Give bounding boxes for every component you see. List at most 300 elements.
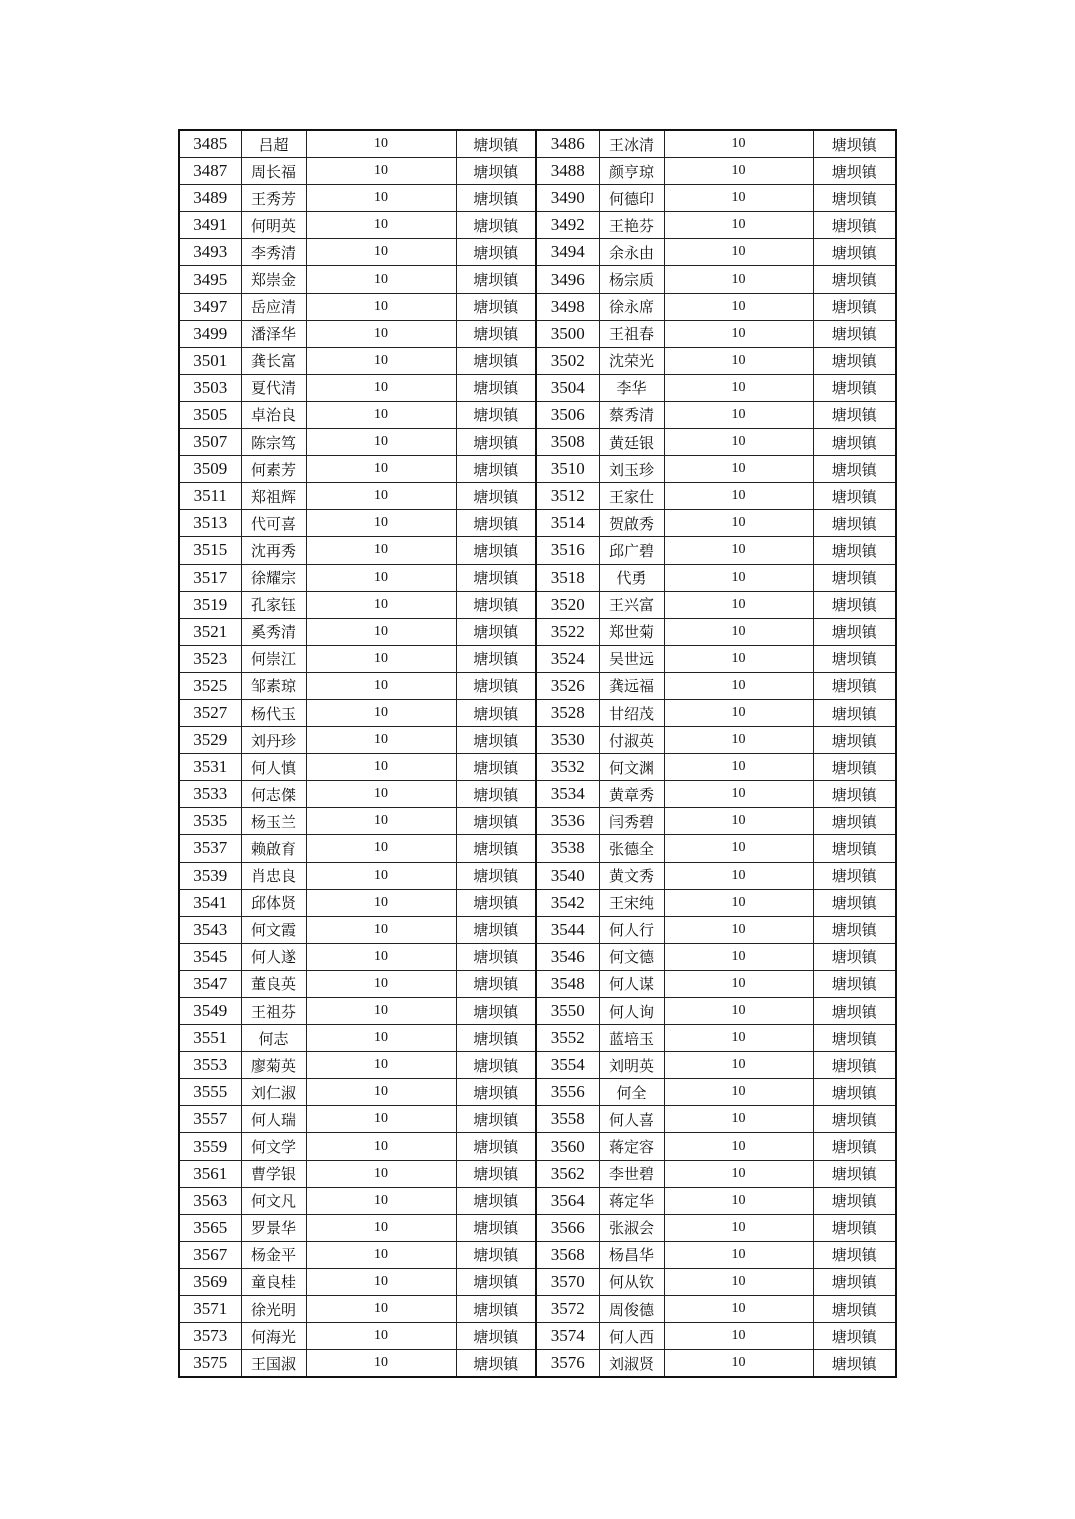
person-name-cell: 陈宗笃: [241, 429, 306, 456]
record-number-cell: 3572: [536, 1296, 599, 1323]
record-number-cell: 3486: [536, 130, 599, 158]
record-number-cell: 3501: [179, 347, 241, 374]
town-cell: 塘坝镇: [813, 727, 896, 754]
town-cell: 塘坝镇: [456, 347, 536, 374]
record-number-cell: 3496: [536, 266, 599, 293]
record-number-cell: 3549: [179, 998, 241, 1025]
town-cell: 塘坝镇: [456, 1187, 536, 1214]
amount-cell: 10: [664, 185, 813, 212]
record-number-cell: 3532: [536, 754, 599, 781]
amount-cell: 10: [664, 970, 813, 997]
person-name-cell: 孔家钰: [241, 591, 306, 618]
amount-cell: 10: [664, 1241, 813, 1268]
town-cell: 塘坝镇: [813, 672, 896, 699]
amount-cell: 10: [306, 1106, 456, 1133]
town-cell: 塘坝镇: [813, 374, 896, 401]
town-cell: 塘坝镇: [456, 1079, 536, 1106]
amount-cell: 10: [664, 1214, 813, 1241]
table-row: [179, 889, 896, 916]
town-cell: 塘坝镇: [813, 483, 896, 510]
town-cell: 塘坝镇: [456, 483, 536, 510]
record-number-cell: 3487: [179, 158, 241, 185]
town-cell: 塘坝镇: [456, 754, 536, 781]
record-number-cell: 3545: [179, 943, 241, 970]
town-cell: 塘坝镇: [456, 1133, 536, 1160]
table-row: [179, 862, 896, 889]
record-number-cell: 3571: [179, 1296, 241, 1323]
person-name-cell: 王祖春: [599, 320, 664, 347]
table-row: [179, 510, 896, 537]
town-cell: 塘坝镇: [456, 1106, 536, 1133]
person-name-cell: 何崇江: [241, 645, 306, 672]
record-number-cell: 3573: [179, 1323, 241, 1350]
amount-cell: 10: [306, 591, 456, 618]
amount-cell: 10: [664, 645, 813, 672]
amount-cell: 10: [306, 1323, 456, 1350]
table-row: [179, 456, 896, 483]
person-name-cell: 何全: [599, 1079, 664, 1106]
person-name-cell: 刘玉珍: [599, 456, 664, 483]
person-name-cell: 何文凡: [241, 1187, 306, 1214]
amount-cell: 10: [664, 320, 813, 347]
table-row: [179, 1323, 896, 1350]
town-cell: 塘坝镇: [813, 456, 896, 483]
table-row: [179, 1187, 896, 1214]
record-number-cell: 3517: [179, 564, 241, 591]
amount-cell: 10: [664, 862, 813, 889]
table-row: [179, 618, 896, 645]
town-cell: 塘坝镇: [813, 320, 896, 347]
table-row: [179, 537, 896, 564]
amount-cell: 10: [664, 374, 813, 401]
town-cell: 塘坝镇: [456, 1052, 536, 1079]
table-row: [179, 347, 896, 374]
amount-cell: 10: [306, 699, 456, 726]
amount-cell: 10: [664, 158, 813, 185]
amount-cell: 10: [664, 889, 813, 916]
person-name-cell: 潘泽华: [241, 320, 306, 347]
amount-cell: 10: [664, 672, 813, 699]
amount-cell: 10: [664, 429, 813, 456]
person-name-cell: 曹学银: [241, 1160, 306, 1187]
record-number-cell: 3504: [536, 374, 599, 401]
amount-cell: 10: [306, 185, 456, 212]
table-row: [179, 212, 896, 239]
town-cell: 塘坝镇: [813, 429, 896, 456]
town-cell: 塘坝镇: [456, 158, 536, 185]
record-number-cell: 3508: [536, 429, 599, 456]
town-cell: 塘坝镇: [813, 916, 896, 943]
town-cell: 塘坝镇: [813, 266, 896, 293]
town-cell: 塘坝镇: [813, 347, 896, 374]
record-number-cell: 3512: [536, 483, 599, 510]
person-name-cell: 刘淑贤: [599, 1350, 664, 1378]
town-cell: 塘坝镇: [456, 727, 536, 754]
person-name-cell: 王艳芬: [599, 212, 664, 239]
person-name-cell: 何德印: [599, 185, 664, 212]
amount-cell: 10: [664, 1133, 813, 1160]
amount-cell: 10: [306, 970, 456, 997]
amount-cell: 10: [306, 1187, 456, 1214]
person-name-cell: 代可喜: [241, 510, 306, 537]
table-row: [179, 266, 896, 293]
person-name-cell: 王家仕: [599, 483, 664, 510]
town-cell: 塘坝镇: [813, 185, 896, 212]
town-cell: 塘坝镇: [456, 456, 536, 483]
amount-cell: 10: [664, 1350, 813, 1378]
town-cell: 塘坝镇: [813, 1106, 896, 1133]
table-body: [179, 130, 896, 1377]
amount-cell: 10: [306, 618, 456, 645]
person-name-cell: 黄廷银: [599, 429, 664, 456]
record-number-cell: 3522: [536, 618, 599, 645]
town-cell: 塘坝镇: [813, 130, 896, 158]
person-name-cell: 闫秀碧: [599, 808, 664, 835]
person-name-cell: 沈再秀: [241, 537, 306, 564]
record-number-cell: 3533: [179, 781, 241, 808]
person-name-cell: 邱广碧: [599, 537, 664, 564]
town-cell: 塘坝镇: [813, 564, 896, 591]
amount-cell: 10: [306, 239, 456, 266]
amount-cell: 10: [306, 212, 456, 239]
person-name-cell: 何人瑞: [241, 1106, 306, 1133]
record-number-cell: 3495: [179, 266, 241, 293]
amount-cell: 10: [664, 1187, 813, 1214]
table-row: [179, 808, 896, 835]
person-name-cell: 杨玉兰: [241, 808, 306, 835]
amount-cell: 10: [306, 754, 456, 781]
town-cell: 塘坝镇: [456, 591, 536, 618]
person-name-cell: 刘仁淑: [241, 1079, 306, 1106]
record-number-cell: 3541: [179, 889, 241, 916]
person-name-cell: 郑崇金: [241, 266, 306, 293]
person-name-cell: 张德全: [599, 835, 664, 862]
amount-cell: 10: [664, 727, 813, 754]
town-cell: 塘坝镇: [456, 537, 536, 564]
person-name-cell: 徐光明: [241, 1296, 306, 1323]
record-number-cell: 3561: [179, 1160, 241, 1187]
table-row: [179, 835, 896, 862]
town-cell: 塘坝镇: [813, 699, 896, 726]
person-name-cell: 刘丹珍: [241, 727, 306, 754]
person-name-cell: 何素芳: [241, 456, 306, 483]
record-number-cell: 3490: [536, 185, 599, 212]
person-name-cell: 奚秀清: [241, 618, 306, 645]
amount-cell: 10: [664, 456, 813, 483]
town-cell: 塘坝镇: [456, 618, 536, 645]
record-number-cell: 3485: [179, 130, 241, 158]
person-name-cell: 吴世远: [599, 645, 664, 672]
amount-cell: 10: [306, 1241, 456, 1268]
amount-cell: 10: [664, 618, 813, 645]
record-number-cell: 3556: [536, 1079, 599, 1106]
record-number-cell: 3507: [179, 429, 241, 456]
town-cell: 塘坝镇: [456, 401, 536, 428]
table-row: [179, 429, 896, 456]
person-name-cell: 何人行: [599, 916, 664, 943]
record-number-cell: 3538: [536, 835, 599, 862]
record-number-cell: 3511: [179, 483, 241, 510]
person-name-cell: 何文学: [241, 1133, 306, 1160]
amount-cell: 10: [306, 483, 456, 510]
person-name-cell: 何海光: [241, 1323, 306, 1350]
town-cell: 塘坝镇: [813, 618, 896, 645]
amount-cell: 10: [306, 1296, 456, 1323]
town-cell: 塘坝镇: [813, 1025, 896, 1052]
person-name-cell: 何从钦: [599, 1268, 664, 1295]
person-name-cell: 李秀清: [241, 239, 306, 266]
amount-cell: 10: [664, 266, 813, 293]
amount-cell: 10: [664, 998, 813, 1025]
person-name-cell: 邹素琼: [241, 672, 306, 699]
amount-cell: 10: [306, 1133, 456, 1160]
amount-cell: 10: [664, 510, 813, 537]
amount-cell: 10: [664, 239, 813, 266]
amount-cell: 10: [664, 130, 813, 158]
town-cell: 塘坝镇: [813, 591, 896, 618]
record-number-cell: 3540: [536, 862, 599, 889]
person-name-cell: 何人慎: [241, 754, 306, 781]
record-number-cell: 3555: [179, 1079, 241, 1106]
person-name-cell: 蓝培玉: [599, 1025, 664, 1052]
amount-cell: 10: [306, 1268, 456, 1295]
amount-cell: 10: [664, 699, 813, 726]
amount-cell: 10: [306, 537, 456, 564]
town-cell: 塘坝镇: [456, 1268, 536, 1295]
person-name-cell: 王祖芬: [241, 998, 306, 1025]
person-name-cell: 夏代清: [241, 374, 306, 401]
town-cell: 塘坝镇: [813, 1350, 896, 1378]
record-number-cell: 3570: [536, 1268, 599, 1295]
town-cell: 塘坝镇: [456, 374, 536, 401]
record-number-cell: 3527: [179, 699, 241, 726]
person-name-cell: 王国淑: [241, 1350, 306, 1378]
town-cell: 塘坝镇: [813, 1079, 896, 1106]
amount-cell: 10: [664, 401, 813, 428]
town-cell: 塘坝镇: [456, 510, 536, 537]
record-number-cell: 3515: [179, 537, 241, 564]
table-row: [179, 130, 896, 158]
person-name-cell: 沈荣光: [599, 347, 664, 374]
table-row: [179, 1133, 896, 1160]
amount-cell: 10: [664, 1160, 813, 1187]
person-name-cell: 颜亨琼: [599, 158, 664, 185]
table-row: [179, 727, 896, 754]
amount-cell: 10: [306, 1079, 456, 1106]
person-name-cell: 罗景华: [241, 1214, 306, 1241]
record-number-cell: 3550: [536, 998, 599, 1025]
amount-cell: 10: [306, 889, 456, 916]
person-name-cell: 杨金平: [241, 1241, 306, 1268]
amount-cell: 10: [306, 835, 456, 862]
amount-cell: 10: [306, 374, 456, 401]
record-number-cell: 3547: [179, 970, 241, 997]
table-row: [179, 970, 896, 997]
amount-cell: 10: [664, 1268, 813, 1295]
record-number-cell: 3529: [179, 727, 241, 754]
person-name-cell: 蒋定容: [599, 1133, 664, 1160]
amount-cell: 10: [664, 1079, 813, 1106]
town-cell: 塘坝镇: [813, 862, 896, 889]
record-number-cell: 3536: [536, 808, 599, 835]
record-number-cell: 3521: [179, 618, 241, 645]
person-name-cell: 代勇: [599, 564, 664, 591]
person-name-cell: 赖啟育: [241, 835, 306, 862]
record-number-cell: 3563: [179, 1187, 241, 1214]
amount-cell: 10: [306, 456, 456, 483]
person-name-cell: 何人遂: [241, 943, 306, 970]
record-number-cell: 3498: [536, 293, 599, 320]
town-cell: 塘坝镇: [813, 970, 896, 997]
town-cell: 塘坝镇: [813, 754, 896, 781]
record-number-cell: 3497: [179, 293, 241, 320]
town-cell: 塘坝镇: [813, 1133, 896, 1160]
record-number-cell: 3546: [536, 943, 599, 970]
amount-cell: 10: [664, 212, 813, 239]
person-name-cell: 张淑会: [599, 1214, 664, 1241]
record-number-cell: 3500: [536, 320, 599, 347]
record-number-cell: 3519: [179, 591, 241, 618]
person-name-cell: 杨宗质: [599, 266, 664, 293]
table-row: [179, 320, 896, 347]
record-number-cell: 3523: [179, 645, 241, 672]
person-name-cell: 黄文秀: [599, 862, 664, 889]
record-number-cell: 3565: [179, 1214, 241, 1241]
town-cell: 塘坝镇: [813, 212, 896, 239]
town-cell: 塘坝镇: [456, 1025, 536, 1052]
table-row: [179, 1214, 896, 1241]
record-number-cell: 3574: [536, 1323, 599, 1350]
table-row: [179, 564, 896, 591]
person-name-cell: 郑世菊: [599, 618, 664, 645]
amount-cell: 10: [664, 347, 813, 374]
amount-cell: 10: [306, 862, 456, 889]
record-number-cell: 3542: [536, 889, 599, 916]
town-cell: 塘坝镇: [456, 1241, 536, 1268]
town-cell: 塘坝镇: [456, 1160, 536, 1187]
amount-cell: 10: [664, 754, 813, 781]
person-name-cell: 卓治良: [241, 401, 306, 428]
town-cell: 塘坝镇: [456, 130, 536, 158]
town-cell: 塘坝镇: [456, 1214, 536, 1241]
table-row: [179, 781, 896, 808]
town-cell: 塘坝镇: [456, 808, 536, 835]
amount-cell: 10: [306, 916, 456, 943]
town-cell: 塘坝镇: [456, 889, 536, 916]
town-cell: 塘坝镇: [813, 781, 896, 808]
record-number-cell: 3488: [536, 158, 599, 185]
table-row: [179, 699, 896, 726]
amount-cell: 10: [664, 835, 813, 862]
town-cell: 塘坝镇: [813, 1268, 896, 1295]
town-cell: 塘坝镇: [813, 943, 896, 970]
amount-cell: 10: [306, 347, 456, 374]
table-row: [179, 374, 896, 401]
amount-cell: 10: [306, 781, 456, 808]
record-number-cell: 3530: [536, 727, 599, 754]
town-cell: 塘坝镇: [813, 1214, 896, 1241]
town-cell: 塘坝镇: [456, 239, 536, 266]
amount-cell: 10: [306, 320, 456, 347]
record-number-cell: 3525: [179, 672, 241, 699]
record-number-cell: 3528: [536, 699, 599, 726]
table-row: [179, 483, 896, 510]
amount-cell: 10: [306, 429, 456, 456]
record-number-cell: 3576: [536, 1350, 599, 1378]
amount-cell: 10: [306, 808, 456, 835]
table-row: [179, 1296, 896, 1323]
town-cell: 塘坝镇: [813, 158, 896, 185]
amount-cell: 10: [664, 537, 813, 564]
town-cell: 塘坝镇: [456, 916, 536, 943]
town-cell: 塘坝镇: [456, 320, 536, 347]
record-number-cell: 3558: [536, 1106, 599, 1133]
amount-cell: 10: [306, 672, 456, 699]
amount-cell: 10: [664, 1296, 813, 1323]
amount-cell: 10: [306, 158, 456, 185]
record-number-cell: 3531: [179, 754, 241, 781]
amount-cell: 10: [664, 916, 813, 943]
town-cell: 塘坝镇: [813, 835, 896, 862]
record-number-cell: 3560: [536, 1133, 599, 1160]
town-cell: 塘坝镇: [813, 1323, 896, 1350]
amount-cell: 10: [664, 1106, 813, 1133]
person-name-cell: 何文德: [599, 943, 664, 970]
table-row: [179, 1268, 896, 1295]
person-name-cell: 何人询: [599, 998, 664, 1025]
person-name-cell: 黄章秀: [599, 781, 664, 808]
town-cell: 塘坝镇: [813, 401, 896, 428]
record-number-cell: 3509: [179, 456, 241, 483]
person-name-cell: 何人西: [599, 1323, 664, 1350]
amount-cell: 10: [664, 808, 813, 835]
amount-cell: 10: [664, 293, 813, 320]
person-name-cell: 龚长富: [241, 347, 306, 374]
town-cell: 塘坝镇: [456, 699, 536, 726]
record-number-cell: 3564: [536, 1187, 599, 1214]
town-cell: 塘坝镇: [813, 537, 896, 564]
town-cell: 塘坝镇: [456, 266, 536, 293]
town-cell: 塘坝镇: [813, 1241, 896, 1268]
person-name-cell: 蔡秀清: [599, 401, 664, 428]
table-row: [179, 591, 896, 618]
person-name-cell: 贺啟秀: [599, 510, 664, 537]
record-number-cell: 3499: [179, 320, 241, 347]
person-name-cell: 郑祖辉: [241, 483, 306, 510]
town-cell: 塘坝镇: [813, 1052, 896, 1079]
record-number-cell: 3557: [179, 1106, 241, 1133]
amount-cell: 10: [664, 943, 813, 970]
town-cell: 塘坝镇: [456, 970, 536, 997]
amount-cell: 10: [306, 1160, 456, 1187]
town-cell: 塘坝镇: [456, 998, 536, 1025]
amount-cell: 10: [306, 727, 456, 754]
person-name-cell: 岳应清: [241, 293, 306, 320]
amount-cell: 10: [664, 1052, 813, 1079]
table-row: [179, 998, 896, 1025]
record-number-cell: 3567: [179, 1241, 241, 1268]
town-cell: 塘坝镇: [456, 564, 536, 591]
town-cell: 塘坝镇: [456, 293, 536, 320]
town-cell: 塘坝镇: [456, 781, 536, 808]
table-row: [179, 1025, 896, 1052]
record-number-cell: 3526: [536, 672, 599, 699]
amount-cell: 10: [306, 130, 456, 158]
person-name-cell: 甘绍茂: [599, 699, 664, 726]
record-number-cell: 3569: [179, 1268, 241, 1295]
town-cell: 塘坝镇: [456, 1323, 536, 1350]
person-name-cell: 王宋纯: [599, 889, 664, 916]
